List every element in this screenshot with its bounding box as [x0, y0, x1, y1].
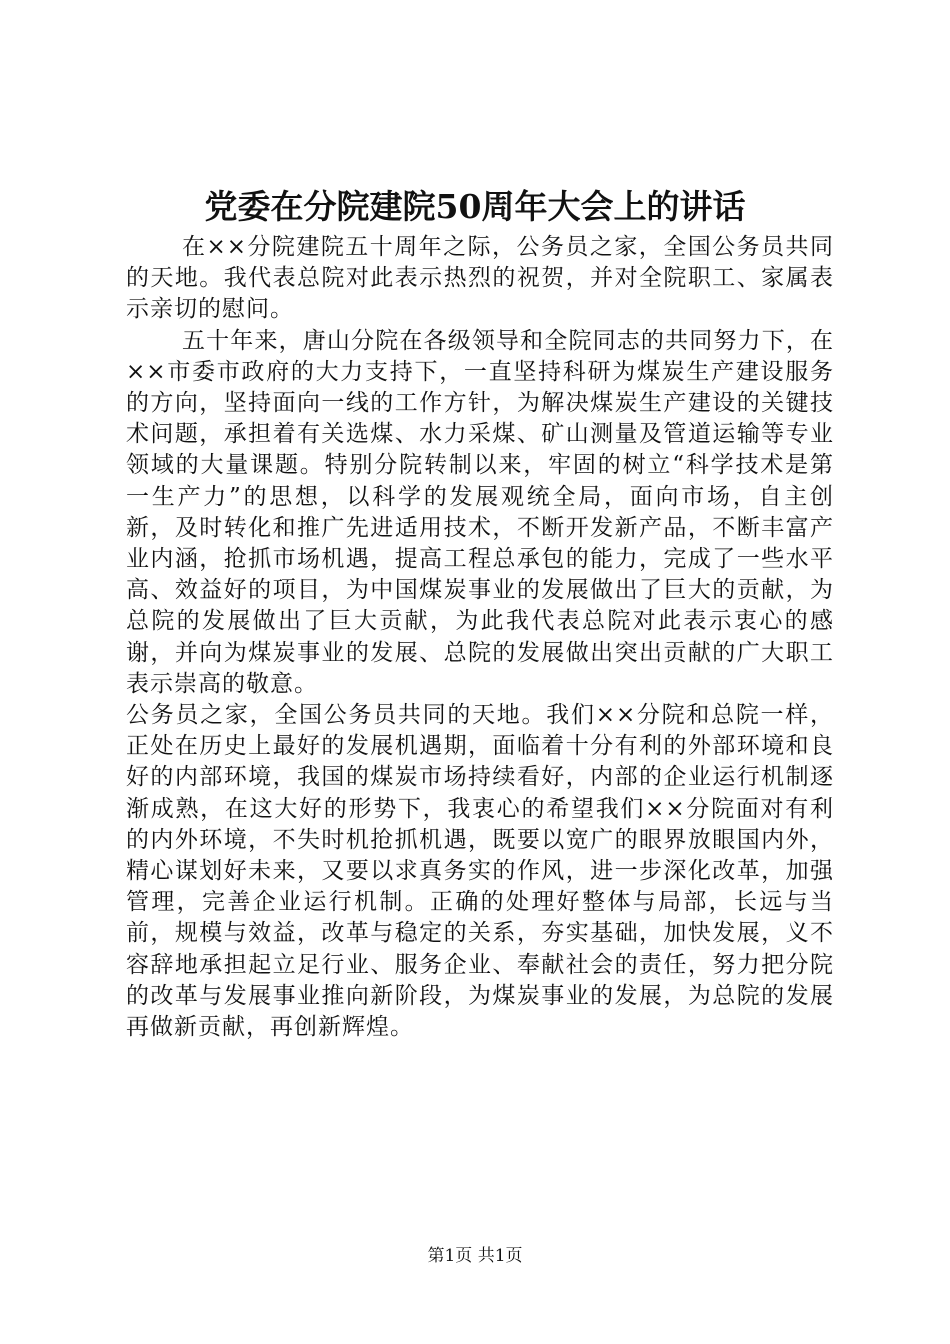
document-title: 党委在分院建院50周年大会上的讲话 — [204, 187, 746, 226]
document-body — [126, 232, 834, 1043]
page-number-footer: 第1页 共1页 — [427, 1246, 523, 1266]
paragraph-1: 在××分院建院五十周年之际，公务员之家，全国公务员共同的天地。我代表总院对此表示热烈的祝贺，并对全院职工、家属表示亲切的慰问。 — [126, 234, 834, 323]
paragraph-3: 公务员之家，全国公务员共同的天地。我们××分院和总院一样，正处在历史上最好的发展机遇期，面临着十分有利的外部环境和良好的内部环境，我国的煤炭市场持续看好，内部的企业运行机制逐渐成熟，在这大好的形势下，我衷心的希望我们××分院面对有利的内外环境，不失时机抢抓机遇，既要以宽广的眼界放眼国内外，精心谋划好未来，又要以求真务实的作风，进一步深化改革，加强管理，完善企业运行机制。正确的处理好整体与局部，长远与当前，规模与效益，改革与稳定的关系，夯实基础，加快发展，义不容辞地承担起立足行业、服务企业、奉献社会的责任，努力把分院的改革与发展事业推向新阶段，为煤炭事业的发展，为总院的发展再做新贡献，再创新辉煌。 — [126, 702, 834, 1041]
paragraph-2: 五十年来，唐山分院在各级领导和全院同志的共同努力下，在××市委市政府的大力支持下，一直坚持科研为煤炭生产建设服务的方向，坚持面向一线的工作方针，为解决煤炭生产建设的关键技术问题，承担着有关选煤、水力采煤、矿山测量及管道运输等专业领域的大量课题。特别分院转制以来，牢固的树立“科学技术是第一生产力”的思想，以科学的发展观统全局，面向市场，自主创新，及时转化和推广先进适用技术，不断开发新产品，不断丰富产业内涵，抢抓市场机遇，提高工程总承包的能力，完成了一些水平高、效益好的项目，为中国煤炭事业的发展做出了巨大的贡献，为总院的发展做出了巨大贡献，为此我代表总院对此表示衷心的感谢，并向为煤炭事业的发展、总院的发展做出突出贡献的广大职工表示崇高的敬意。 — [126, 327, 834, 697]
